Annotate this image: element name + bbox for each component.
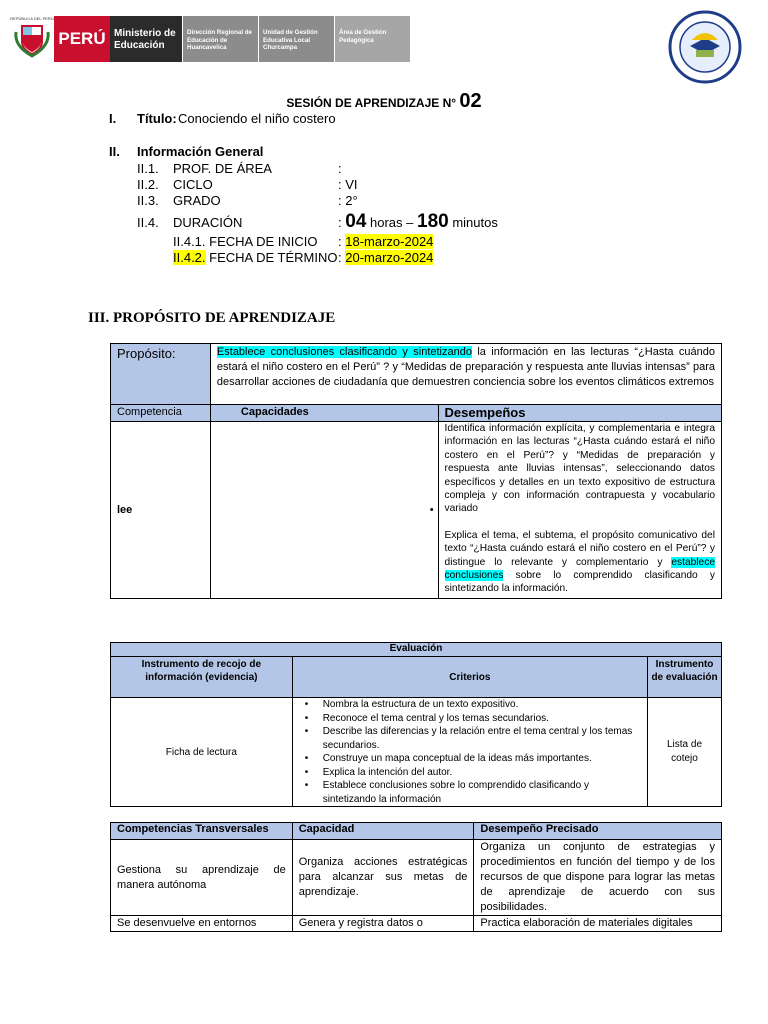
col-competencia: Competencia — [111, 405, 211, 422]
info-roman: II. — [109, 144, 120, 159]
instrumento-value: Ficha de lectura — [111, 698, 293, 807]
desempeno-2-text: Explica el tema, el subtema, el propósito comunicativo del texto “¿Hasta cuándo estará el niño costero en el Perú”? y distingue lo relevante y complementario y — [444, 529, 715, 568]
evaluacion-title-row — [111, 643, 722, 657]
evaluacion-title: Evaluación — [111, 643, 722, 657]
list-item: • Nombra la estructura de un texto expositivo. — [295, 698, 645, 712]
desempeno-2 — [445, 529, 715, 596]
transversal-competencia: Se desenvuelve en entornos — [111, 916, 293, 932]
info-item-code: II.3. — [137, 193, 159, 208]
fecha-inicio-value: 18-marzo-2024 — [345, 234, 434, 249]
col-capacidades: Capacidades — [210, 405, 438, 422]
transversal-desempeno: Practica elaboración de materiales digitales — [474, 916, 722, 932]
transversal-desempeno: Organiza un conjunto de estrategias y procedimientos en función del tiempo y de los recursos de que dispone para lograr las metas de aprendizaje de acuerdo con sus posibilidades. — [474, 840, 722, 916]
proposito-highlight: Establece conclusiones clasificando y sintetizando — [216, 346, 472, 358]
fecha-inicio-label: FECHA DE INICIO — [209, 234, 318, 249]
info-item-value: : VI — [338, 177, 358, 192]
session-title-text: SESIÓN DE APRENDIZAJE N° — [286, 96, 457, 110]
proposito-label: Propósito: — [111, 344, 211, 405]
peru-coat-of-arms-logo — [10, 16, 54, 62]
col-desempenos: Desempeños — [438, 405, 721, 422]
list-item: • Construye un mapa conceptual de la ideas más importantes. — [295, 752, 645, 766]
fecha-inicio-code: II.4.1. — [173, 234, 206, 249]
col-criterios: Criterios — [292, 657, 647, 698]
ugel-churcampa-seal — [668, 10, 742, 84]
session-title — [0, 90, 768, 113]
desempeno-1: Identifica información explícita, y complementaria e integra información en las lecturas “¿Hasta cuándo estará el niño costero en el Perú”? y “Medidas de preparación y respuesta ante lluvias intensas”, seleccionando datos específicos y detalles en un texto expositivo de estructura compleja y con información contrapuesta y vocabulario variado — [444, 423, 715, 515]
transversal-competencia: Gestiona su aprendizaje de manera autónoma — [111, 840, 293, 916]
info-item — [137, 161, 342, 176]
col-instrumento-evaluacion: Instrumento de evaluación — [648, 657, 722, 698]
titulo-roman: I. — [109, 111, 117, 126]
list-item: • Explica la intención del autor. — [295, 766, 645, 780]
fecha-termino-code: II.4.2. — [173, 250, 206, 265]
info-item-code: II.2. — [137, 177, 159, 192]
evaluacion-row — [111, 698, 722, 807]
drea-label: Dirección Regional de Educación de Huancavelica — [182, 16, 258, 62]
col-competencias-transversales: Competencias Transversales — [111, 823, 293, 840]
fecha-inicio-line — [173, 234, 434, 249]
list-item: • Establece conclusiones sobre lo comprendido clasificando y sintetizando la información — [295, 779, 645, 806]
titulo-line — [109, 111, 336, 126]
table-row — [111, 840, 722, 916]
proposito-table — [110, 343, 722, 599]
evaluacion-header-row — [111, 657, 722, 698]
proposito-rest: la información en las lecturas “¿Hasta cuándo estará el niño costero en el Perú” ? y “Medidas de preparación y respuesta ante lluvias intensas” para desarrollar acciones de ciudadanía que demuestren conciencia sobre los eventos climáticos extremos — [216, 346, 715, 388]
desempeno-2-highlight: establece conclusiones — [444, 556, 715, 582]
area-label: Área de Gestión Pedagógica — [334, 16, 410, 62]
fecha-termino-value: 20-marzo-2024 — [345, 250, 434, 265]
list-item: • Reconoce el tema central y los temas secundarios. — [295, 712, 645, 726]
duracion-hours-word: horas – — [370, 215, 414, 230]
fecha-termino-line — [173, 250, 434, 265]
info-item-label: GRADO — [173, 193, 221, 208]
ministerio-label: Ministerio de Educación — [110, 16, 182, 62]
info-item-code: II.1. — [137, 161, 159, 176]
fecha-inicio-colon: : — [338, 234, 342, 249]
proposito-heading: III. PROPÓSITO DE APRENDIZAJE — [88, 310, 336, 326]
col-instrumento-recojo: Instrumento de recojo de información (evidencia) — [111, 657, 293, 698]
peru-brand: PERÚ — [54, 16, 110, 62]
institution-header — [10, 16, 415, 62]
ugel-label: Unidad de Gestión Educativa Local Churcampa — [258, 16, 334, 62]
instrumento-eval-value: Lista de cotejo — [648, 698, 722, 807]
info-item-label: CICLO — [173, 177, 213, 192]
transversales-header-row — [111, 823, 722, 840]
criterios-cell — [292, 698, 647, 807]
evaluacion-table — [110, 642, 722, 807]
table-row — [111, 916, 722, 932]
info-heading: Información General — [137, 144, 264, 159]
transversal-capacidad: Organiza acciones estratégicas para alcanzar sus metas de aprendizaje. — [292, 840, 474, 916]
duracion-code: II.4. — [137, 215, 159, 230]
transversales-table — [110, 822, 722, 932]
titulo-value: Conociendo el niño costero — [178, 111, 336, 126]
duracion-label: DURACIÓN — [173, 215, 243, 230]
col-capacidad: Capacidad — [292, 823, 474, 840]
proposito-row — [111, 344, 722, 405]
info-item — [137, 177, 358, 192]
competencia-value: lee — [111, 422, 211, 599]
competencia-row — [111, 422, 722, 599]
shield-icon — [10, 16, 54, 62]
info-item-value: : 2° — [338, 193, 358, 208]
escudo-caption: REPÚBLICA DEL PERÚ — [10, 16, 54, 21]
capacidades-cell — [210, 422, 438, 599]
desempenos-cell — [438, 422, 721, 599]
duracion-minutes: 180 — [417, 211, 449, 232]
session-number: 02 — [459, 90, 482, 112]
desempeno-2-rest: sobre lo comprendido clasificando y sintetizando la información. — [444, 570, 715, 595]
col-desempeno-precisado: Desempeño Precisado — [474, 823, 722, 840]
info-item-value: : — [338, 161, 342, 176]
titulo-label: Título: — [137, 111, 177, 126]
fecha-termino-label: FECHA DE TÉRMINO — [209, 250, 338, 265]
duracion-minutes-word: minutos — [452, 215, 498, 230]
list-item: • Describe las diferencias y la relación entre el tema central y los temas secundarios. — [295, 725, 645, 752]
info-item-label: PROF. DE ÁREA — [173, 161, 272, 176]
duracion-colon: : — [338, 215, 342, 230]
proposito-text — [210, 344, 721, 405]
table-header-row — [111, 405, 722, 422]
criterios-list — [295, 698, 645, 806]
fecha-termino-colon: : — [338, 250, 342, 265]
transversal-capacidad: Genera y registra datos o — [292, 916, 474, 932]
info-heading-line — [109, 144, 264, 159]
capacidad-bullet: • — [429, 503, 434, 516]
duracion-hours: 04 — [345, 211, 367, 232]
info-item — [137, 193, 358, 208]
